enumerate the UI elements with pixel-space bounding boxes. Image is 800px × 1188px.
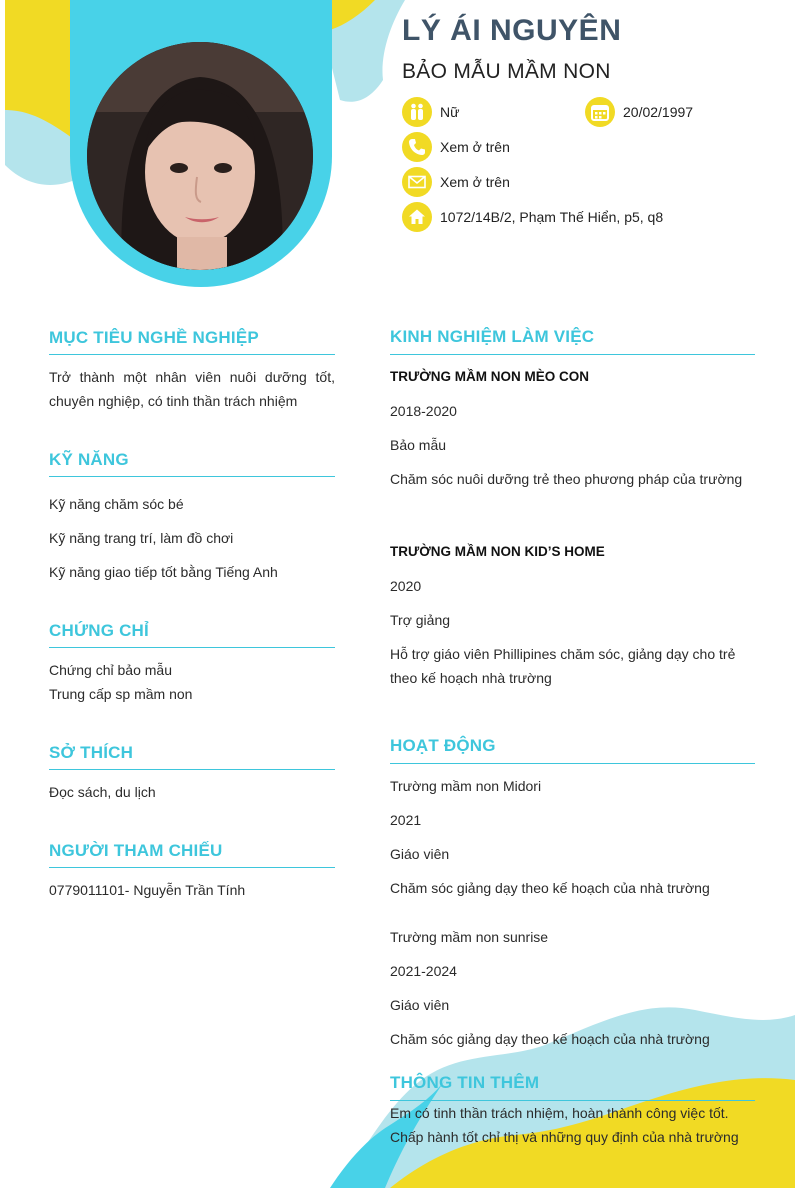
activity-period: 2021-2024 (390, 963, 457, 979)
activities-divider (390, 763, 755, 764)
job-company: TRƯỜNG MẦM NON MÈO CON (390, 369, 589, 384)
job-description: Hỗ trợ giáo viên Phillipines chăm sóc, giảng dạy cho trẻ theo kế hoạch nhà trường (390, 646, 736, 686)
skill-item: Kỹ năng trang trí, làm đồ chơi (49, 530, 234, 546)
objective-title: MỤC TIÊU NGHỀ NGHIỆP (49, 328, 259, 347)
email-value: Xem ở trên (440, 174, 510, 190)
additional-info-title: THÔNG TIN THÊM (390, 1073, 540, 1092)
gender-value: Nữ (440, 104, 460, 120)
activity-position: Giáo viên (390, 997, 450, 1013)
skills-title: KỸ NĂNG (49, 450, 129, 469)
job-period: 2018-2020 (390, 403, 457, 419)
job-company: TRƯỜNG MẦM NON KID’S HOME (390, 544, 605, 559)
activity-description: Chăm sóc giảng dạy theo kế hoạch của nhà trường (390, 880, 710, 896)
references-title: NGƯỜI THAM CHIẾU (49, 841, 223, 860)
hobbies-text: Đọc sách, du lịch (49, 784, 156, 800)
activity-period: 2021 (390, 812, 422, 828)
references-text: 0779011101- Nguyễn Trần Tính (49, 882, 246, 898)
skill-item: Kỹ năng chăm sóc bé (49, 496, 184, 512)
job-period: 2020 (390, 578, 422, 594)
job-description: Chăm sóc nuôi dưỡng trẻ theo phương pháp của trường (390, 471, 743, 487)
candidate-name: LÝ ÁI NGUYÊN (402, 14, 622, 47)
activity-org: Trường mầm non Midori (390, 778, 542, 794)
activities-title: HOẠT ĐỘNG (390, 736, 496, 755)
address-value: 1072/14B/2, Phạm Thế Hiển, p5, q8 (440, 209, 664, 225)
hobbies-title: SỞ THÍCH (49, 743, 134, 762)
certificate-item: Trung cấp sp mầm non (49, 686, 193, 702)
job-title: BẢO MẪU MẦM NON (402, 60, 611, 83)
job-position: Trợ giảng (390, 612, 451, 628)
phone-value: Xem ở trên (440, 139, 510, 155)
certificate-item: Chứng chỉ bảo mẫu (49, 662, 172, 678)
skill-item: Kỹ năng giao tiếp tốt bằng Tiếng Anh (49, 564, 278, 580)
activity-description: Chăm sóc giảng dạy theo kế hoạch của nhà trường (390, 1031, 710, 1047)
experience-title: KINH NGHIỆM LÀM VIỆC (390, 327, 595, 346)
job-position: Bảo mẫu (390, 437, 447, 453)
additional-info-text: Em có tinh thần trách nhiệm, hoàn thành công việc tốt. Chấp hành tốt chỉ thị và những quy định của nhà trường (390, 1105, 739, 1145)
activity-position: Giáo viên (390, 846, 450, 862)
objective-text: Trở thành một nhân viên nuôi dưỡng tốt, chuyên nghiệp, có tinh thần trách nhiệm (49, 369, 335, 409)
certificates-title: CHỨNG CHỈ (49, 621, 149, 640)
cv-page (5, 0, 795, 1188)
experience-divider (390, 354, 755, 355)
dob-value: 20/02/1997 (623, 104, 694, 120)
activity-org: Trường mầm non sunrise (390, 929, 549, 945)
